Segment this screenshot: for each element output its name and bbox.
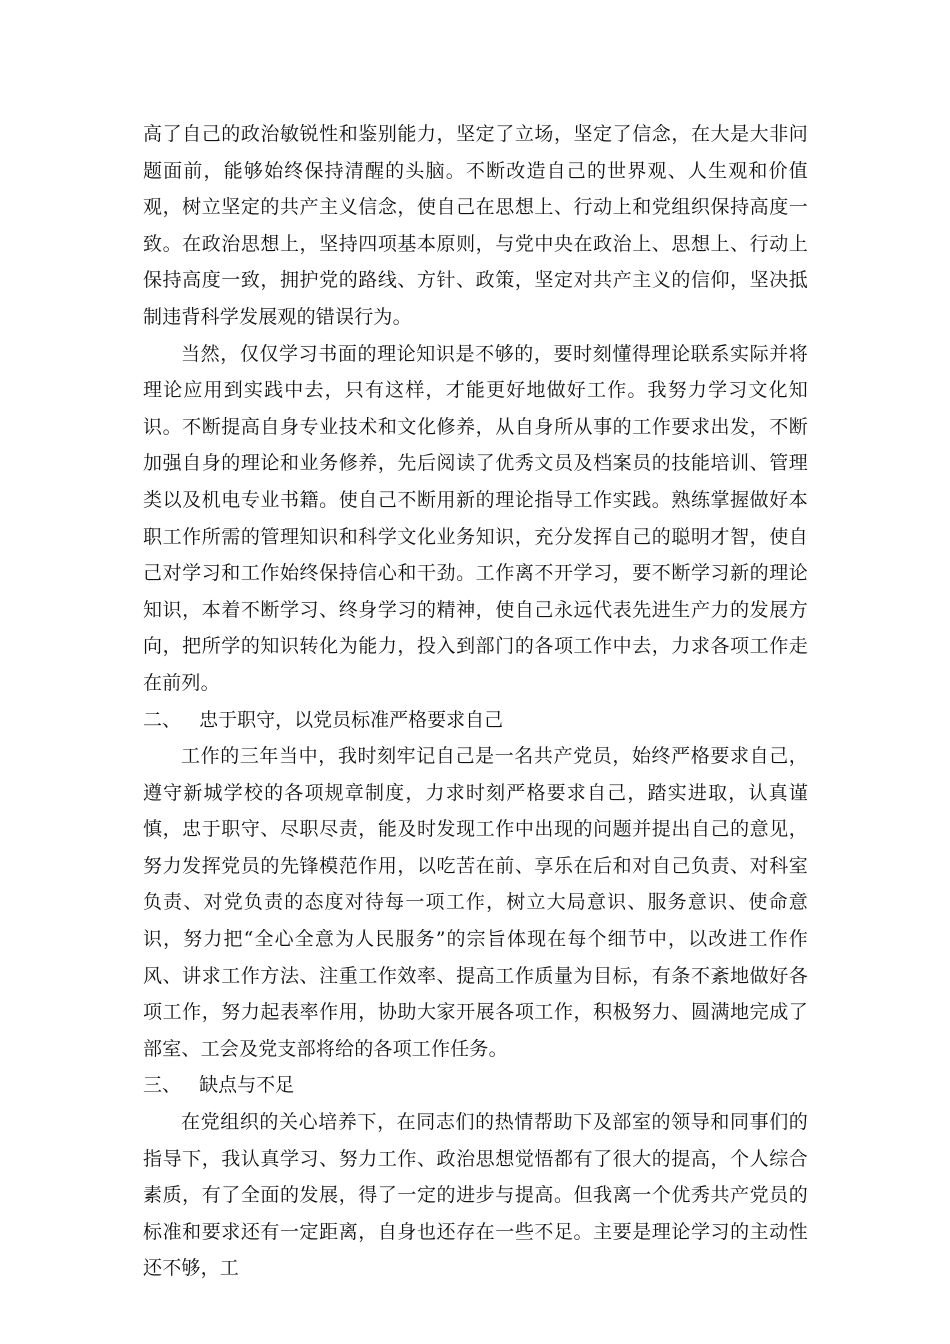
paragraph-political-awareness: 高了自己的政治敏锐性和鉴别能力，坚定了立场，坚定了信念，在大是大非问题面前，能够始终保持清醒的头脑。不断改造自己的世界观、人生观和价值观，树立坚定的共产主义信念，使自己在思想上、行动上和党组织保持高度一致。在政治思想上，坚持四项基本原则，与党中央在政治上、思想上、行动上保持高度一致，拥护党的路线、方针、政策，坚定对共产主义的信仰，坚决抵制违背科学发展观的错误行为。 — [143, 123, 808, 328]
paragraph-shortcomings: 在党组织的关心培养下，在同志们的热情帮助下及部室的领导和同事们的指导下，我认真学习、努力工作、政治思想觉悟都有了很大的提高，个人综合素质，有了全面的发展，得了一定的进步与提高。但我离一个优秀共产党员的标准和要求还有一定距离，自身也还存在一些不足。主要是理论学习的主动性还不够，工 — [143, 1111, 808, 1280]
paragraph-duty: 工作的三年当中，我时刻牢记自己是一名共产党员，始终严格要求自己，遵守新城学校的各项规章制度，力求时刻严格要求自己，踏实进取，认真谨慎，忠于职守、尽职尽责，能及时发现工作中出现的问题并提出自己的意见，努力发挥党员的先锋模范作用，以吃苦在前、享乐在后和对自己负责、对科室负责、对党负责的态度对待每一项工作，树立大局意识、服务意识、使命意识，努力把“全心全意为人民服务”的宗旨体现在每个细节中，以改进工作作风、讲求工作方法、注重工作效率、提高工作质量为目标，有条不紊地做好各项工作，努力起表率作用，协助大家开展各项工作，积极努力、圆满地完成了部室、工会及党支部将给的各项工作任务。 — [143, 745, 808, 1060]
section-heading-duty: 二、 忠于职守，以党员标准严格要求自己 — [143, 708, 504, 731]
paragraph-theory-practice: 当然，仅仅学习书面的理论知识是不够的，要时刻懂得理论联系实际并将理论应用到实践中去，只有这样，才能更好地做好工作。我努力学习文化知识。不断提高自身专业技术和文化修养，从自身所从事的工作要求出发，不断加强自身的理论和业务修养，先后阅读了优秀文员及档案员的技能培训、管理类以及机电专业书籍。使自己不断用新的理论指导工作实践。熟练掌握做好本职工作所需的管理知识和科学文化业务知识，充分发挥自己的聪明才智，使自己对学习和工作始终保持信心和干劲。工作离不开学习，要不断学习新的理论知识，本着不断学习、终身学习的精神，使自己永远代表先进生产力的发展方向，把所学的知识转化为能力，投入到部门的各项工作中去，力求各项工作走在前列。 — [143, 342, 808, 694]
document-body — [143, 116, 808, 1287]
section-heading-shortcomings: 三、 缺点与不足 — [143, 1074, 295, 1097]
